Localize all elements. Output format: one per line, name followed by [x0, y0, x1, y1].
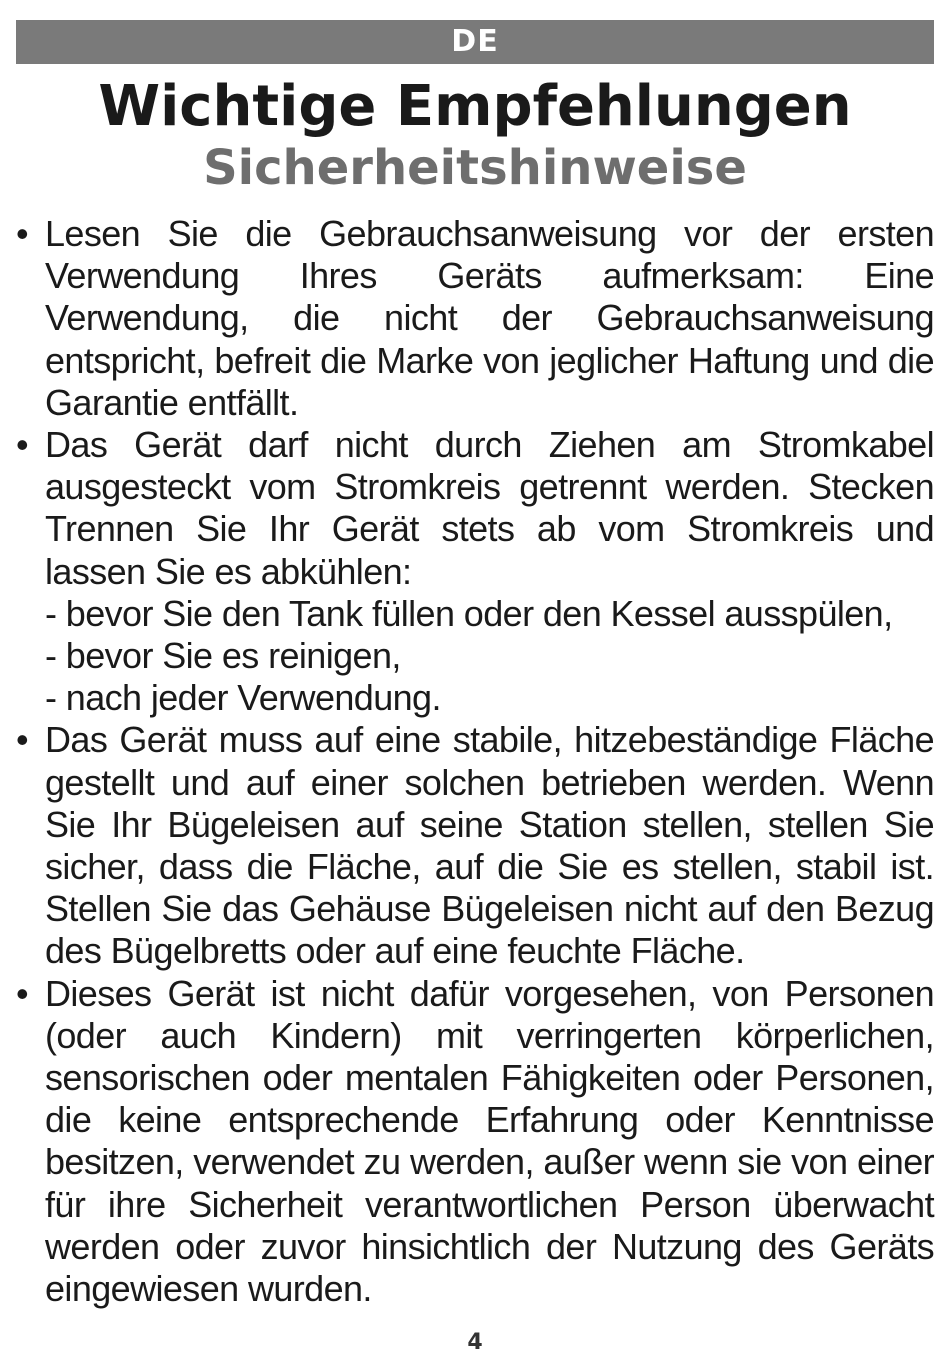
page-subtitle: Sicherheitshinweise [203, 140, 747, 196]
list-item-text: Lesen Sie die Gebrauchsanweisung vor der ersten Verwendung Ihres Geräts aufmerksam: Eine Verwendung, die nicht der Gebrauchsanweisung entspricht, befreit die Marke von jeglicher Haftung und die Garantie entfällt. [45, 213, 934, 423]
list-item [16, 213, 934, 424]
list-item [16, 973, 934, 1311]
sub-list-item: - bevor Sie den Tank füllen oder den Kessel ausspülen, [45, 592, 893, 634]
list-item-text: Dieses Gerät ist nicht dafür vorgesehen, von Personen (oder auch Kindern) mit verringerten körperlichen, sensorischen oder mentalen Fähigkeiten oder Personen, die keine entsprechende Erfahrung oder Kenntnisse besitzen, verwendet zu werden, außer wenn sie von einer für ihre Sicherheit verantwortlichen Person überwacht werden oder zuvor hinsichtlich der Nutzung des Geräts eingewiesen wurden. [45, 972, 934, 1310]
sub-list-item: - nach jeder Verwendung. [45, 677, 441, 719]
list-item [16, 719, 934, 972]
list-item-text: Das Gerät darf nicht durch Ziehen am Stromkabel ausgesteckt vom Stromkreis getrennt werden. Stecken Trennen Sie Ihr Gerät stets ab vom Stromkreis und lassen Sie es abkühlen: [45, 424, 934, 592]
language-bar: DE [16, 20, 934, 64]
sub-list-item: - bevor Sie es reinigen, [45, 635, 401, 677]
bullet-icon: • [16, 719, 29, 761]
bullet-icon: • [16, 213, 29, 254]
bullet-icon: • [16, 424, 29, 466]
list-item-text: Das Gerät muss auf eine stabile, hitzebeständige Fläche gestellt und auf einer solchen betrieben werden. Wenn Sie Ihr Bügeleisen auf seine Station stellen, stellen Sie sicher, dass die Fläche, auf die Sie es stellen, stabil ist. Stellen Sie das Gehäuse Bügeleisen nicht auf den Bezug des Bügelbretts oder auf eine feuchte Fläche. [45, 719, 934, 972]
page-title: Wichtige Empfehlungen [98, 74, 852, 139]
page-number: 4 [467, 1330, 483, 1355]
bullet-icon: • [16, 972, 29, 1014]
safety-instructions-list [16, 213, 934, 1310]
list-item [16, 424, 934, 719]
